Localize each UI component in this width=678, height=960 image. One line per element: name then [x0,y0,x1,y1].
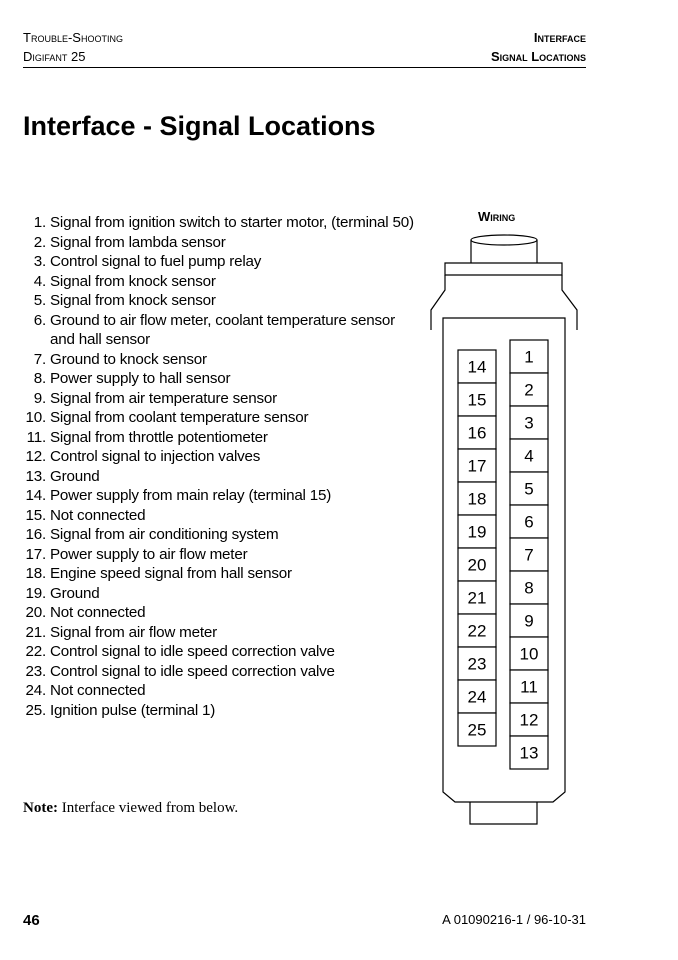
pin-label: 18 [467,489,487,509]
signal-item [23,252,423,272]
pin-11 [510,670,548,703]
pin-5 [510,472,548,505]
header-topic: Signal Locations [490,49,586,64]
signal-item [23,603,423,623]
signal-description: Ground [50,467,100,485]
signal-number: 15. [25,506,46,524]
pin-17 [458,449,496,482]
signal-item [23,584,423,604]
signal-description: Signal from air temperature sensor [50,389,278,407]
note-label: Note: [23,800,58,816]
signal-item [23,408,423,428]
signal-number: 21. [25,623,46,641]
signal-number: 23. [25,662,46,680]
pin-19 [458,515,496,548]
signal-item [23,506,423,526]
pin-4 [510,439,548,472]
pin-label: 22 [467,621,487,641]
signal-number: 3. [33,253,46,270]
pin-label: 15 [467,390,487,410]
pin-1 [510,340,548,373]
pin-label: 6 [524,512,534,532]
signal-number: 22. [25,643,46,660]
signal-description: Power supply to hall sensor [50,370,231,387]
note [23,800,238,817]
signal-description: Engine speed signal from hall sensor [50,565,292,582]
pin-label: 2 [524,380,534,400]
right-pin-column [510,340,548,769]
signal-item [23,545,423,565]
pin-label: 23 [467,654,487,674]
signal-description: Signal from ignition switch to starter motor, (terminal 50) [50,214,414,231]
signal-description: Control signal to idle speed correction valve [50,662,335,680]
pin-label: 24 [467,687,487,707]
pin-2 [510,373,548,406]
signal-number: 7. [33,350,46,368]
pin-label: 21 [467,588,487,608]
signal-description: Signal from throttle potentiometer [50,428,268,446]
signal-number: 13. [25,467,46,485]
pin-16 [458,416,496,449]
signal-item [23,623,423,643]
header-right [491,28,586,66]
header-left [23,28,123,66]
signal-number: 5. [33,292,46,309]
signal-item [23,447,423,467]
signal-description: Ignition pulse (terminal 1) [50,701,216,719]
signal-number: 14. [25,487,46,504]
signal-description: Power supply from main relay (terminal 15) [50,487,332,504]
signal-item [23,428,423,448]
pin-label: 3 [524,413,534,433]
pin-label: 25 [467,720,487,740]
signal-description: Not connected [50,682,146,699]
signal-number: 25. [25,701,46,719]
pin-21 [458,581,496,614]
signal-description: Ground to knock sensor [50,350,207,368]
header-rule [23,67,586,68]
signal-number: 24. [25,682,46,699]
connector-top-cap [471,235,537,245]
pin-24 [458,680,496,713]
signal-item [23,681,423,701]
document-id: A 01090216-1 / 96-10-31 [442,912,586,927]
signal-item [23,350,423,370]
signal-item [23,389,423,409]
signal-description: Signal from air conditioning system [50,526,279,543]
pin-9 [510,604,548,637]
signal-number: 18. [25,565,46,582]
signal-number: 16. [25,526,46,543]
signal-number: 6. [33,311,46,329]
signal-description: Not connected [50,604,146,621]
page-title: Interface - Signal Locations [23,111,376,141]
pin-10 [510,637,548,670]
pin-label: 19 [467,522,487,542]
signal-item [23,311,423,350]
signal-number: 1. [33,214,46,231]
pin-7 [510,538,548,571]
signal-description: Signal from coolant temperature sensor [50,409,309,426]
signal-number: 2. [33,233,46,251]
signal-item [23,662,423,682]
signal-description: Ground [50,584,100,602]
signal-item [23,213,423,233]
pin-6 [510,505,548,538]
pin-8 [510,571,548,604]
signal-item [23,486,423,506]
pin-label: 12 [519,710,539,730]
pin-22 [458,614,496,647]
wiring-label: Wiring [478,209,516,224]
signal-number: 19. [25,584,46,602]
signal-item [23,291,423,311]
connector-diagram [420,200,610,840]
header-section-title: Trouble-Shooting [23,30,123,45]
pin-25 [458,713,496,746]
signal-number: 12. [25,448,46,465]
signal-description: Signal from knock sensor [50,272,216,290]
signal-number: 9. [33,389,46,407]
pin-15 [458,383,496,416]
signal-number: 20. [25,604,46,621]
signal-description: Ground to air flow meter, coolant temperature sensor and hall sensor [50,311,395,348]
pin-label: 7 [524,545,534,565]
pin-label: 11 [520,677,538,697]
signal-item [23,467,423,487]
pin-label: 17 [467,456,487,476]
pin-23 [458,647,496,680]
pin-label: 13 [519,743,539,763]
page-number: 46 [23,912,40,929]
pin-label: 14 [467,357,487,377]
signal-description: Power supply to air flow meter [50,545,248,563]
pin-label: 20 [467,555,487,575]
pin-14 [458,350,496,383]
pin-label: 9 [524,611,534,631]
signal-item [23,369,423,389]
pin-label: 4 [524,446,534,466]
signal-number: 10. [25,409,46,426]
pin-label: 1 [524,347,534,367]
pin-18 [458,482,496,515]
pin-3 [510,406,548,439]
signal-number: 17. [25,545,46,563]
signal-description: Control signal to injection valves [50,448,261,465]
signal-item [23,525,423,545]
signal-item [23,233,423,253]
pin-13 [510,736,548,769]
connector-bottom-tab [470,802,537,824]
signal-description: Not connected [50,506,146,524]
pin-label: 16 [467,423,487,443]
signal-item [23,272,423,292]
signal-number: 11. [26,428,46,446]
left-pin-column [458,350,496,746]
note-text: Interface viewed from below. [61,800,239,816]
signal-number: 4. [33,272,46,290]
signal-list [23,213,423,720]
signal-item [23,642,423,662]
signal-description: Signal from lambda sensor [50,233,226,251]
signal-description: Signal from air flow meter [50,623,217,641]
pin-label: 8 [524,578,534,598]
pin-20 [458,548,496,581]
pin-label: 5 [524,479,534,499]
signal-item [23,701,423,721]
header-system-name: Digifant 25 [23,49,86,64]
pin-label: 10 [519,644,539,664]
connector-body [431,275,577,330]
header-chapter: Interface [533,30,586,45]
pin-12 [510,703,548,736]
signal-description: Control signal to idle speed correction valve [50,643,335,660]
signal-description: Control signal to fuel pump relay [50,253,262,270]
signal-number: 8. [33,370,46,387]
signal-description: Signal from knock sensor [50,292,216,309]
connector-flange [445,263,562,275]
signal-item [23,564,423,584]
